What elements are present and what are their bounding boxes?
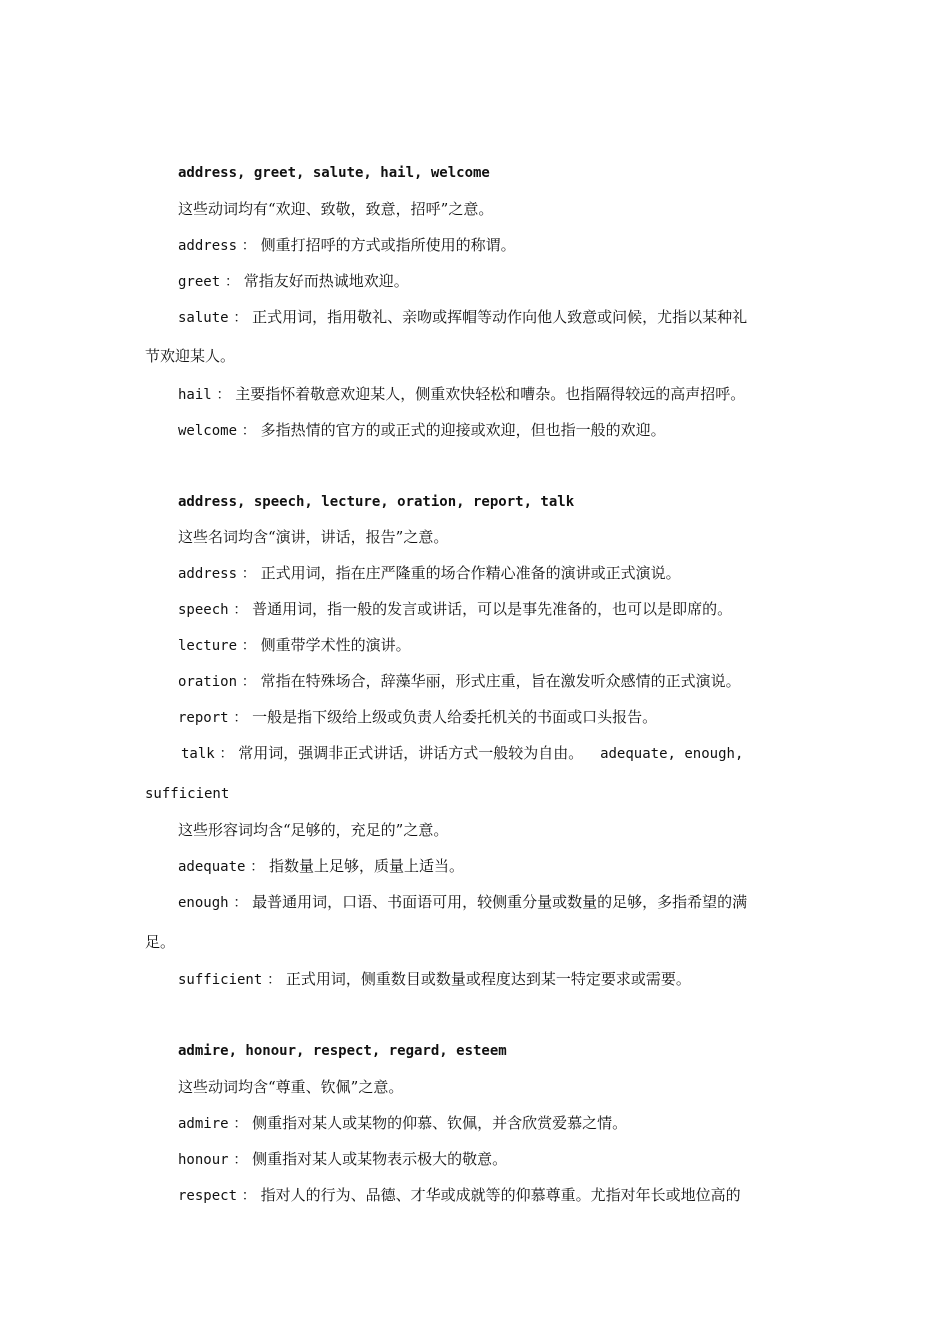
entry-separator: ： xyxy=(233,1152,248,1168)
section-intro: 这些动词均含“尊重、钦佩”之意。 xyxy=(178,1078,404,1096)
entry-definition: 侧重指对某人或某物的仰慕、钦佩，并含欣赏爱慕之情。 xyxy=(252,1114,628,1132)
entry-separator: ： xyxy=(219,746,234,762)
entry-definition: 最普通用词，口语、书面语可用，较侧重分量或数量的足够，多指希望的满 xyxy=(252,893,748,911)
entry-term: adequate xyxy=(178,859,246,875)
entry-line xyxy=(178,420,666,441)
inline-heading-fragment: adequate, enough, xyxy=(600,746,744,762)
entry-separator: ： xyxy=(216,387,231,403)
entry-separator: ： xyxy=(233,710,248,726)
entry-definition: 正式用词，指用敬礼、亲吻或挥帽等动作向他人致意或问候，尤指以某种礼 xyxy=(252,308,748,326)
entry-separator: ： xyxy=(233,1116,248,1132)
entry-definition: 常指友好而热诚地欢迎。 xyxy=(243,272,409,290)
entry-separator: ： xyxy=(250,859,265,875)
entry-separator: ： xyxy=(241,1188,256,1204)
entry-line xyxy=(178,235,516,256)
entry-line xyxy=(178,671,741,692)
entry-term: sufficient xyxy=(178,972,263,988)
entry-separator: ： xyxy=(241,566,256,582)
entry-line xyxy=(178,271,409,292)
entry-line xyxy=(178,707,657,728)
entry-line xyxy=(178,599,732,620)
entry-separator: ： xyxy=(241,674,256,690)
entry-definition: 正式用词，指在庄严隆重的场合作精心准备的演讲或正式演说。 xyxy=(260,564,681,582)
entry-definition: 普通用词，指一般的发言或讲话，可以是事先准备的，也可以是即席的。 xyxy=(252,600,733,618)
entry-definition: 多指热情的官方的或正式的迎接或欢迎，但也指一般的欢迎。 xyxy=(260,421,666,439)
section-heading: admire, honour, respect, regard, esteem xyxy=(178,1043,507,1059)
entry-definition: 正式用词，侧重数目或数量或程度达到某一特定要求或需要。 xyxy=(285,970,691,988)
entry-separator: ： xyxy=(241,423,256,439)
entry-line xyxy=(178,856,464,877)
entry-continuation: 节欢迎某人。 xyxy=(145,347,236,365)
entry-term: enough xyxy=(178,895,229,911)
entry-separator: ： xyxy=(233,602,248,618)
section-heading: address, speech, lecture, oration, report, talk xyxy=(178,494,575,510)
entry-continuation: sufficient xyxy=(145,786,230,802)
entry-definition: 指对人的行为、品德、才华或成就等的仰慕尊重。尤指对年长或地位高的 xyxy=(260,1186,741,1204)
entry-definition: 侧重打招呼的方式或指所使用的称谓。 xyxy=(260,236,516,254)
entry-term: address xyxy=(178,238,238,254)
entry-definition: 主要指怀着敬意欢迎某人，侧重欢快轻松和嘈杂。也指隔得较远的高声招呼。 xyxy=(235,385,746,403)
section-intro: 这些形容词均含“足够的，充足的”之意。 xyxy=(178,821,449,839)
section-heading: address, greet, salute, hail, welcome xyxy=(178,165,490,181)
section-intro: 这些名词均含“演讲，讲话，报告”之意。 xyxy=(178,528,449,546)
entry-term: greet xyxy=(178,274,221,290)
entry-term: speech xyxy=(178,602,229,618)
entry-term: report xyxy=(178,710,229,726)
entry-separator: ： xyxy=(224,274,239,290)
entry-separator: ： xyxy=(241,238,256,254)
entry-line xyxy=(178,635,411,656)
entry-definition: 常指在特殊场合，辞藻华丽，形式庄重，旨在激发听众感情的正式演说。 xyxy=(260,672,741,690)
entry-term: honour xyxy=(178,1152,229,1168)
entry-continuation: 足。 xyxy=(145,933,176,951)
entry-term: respect xyxy=(178,1188,238,1204)
entry-separator: ： xyxy=(241,638,256,654)
entry-line xyxy=(178,1113,627,1134)
entry-term: talk xyxy=(181,746,215,762)
entry-term: lecture xyxy=(178,638,238,654)
entry-line xyxy=(178,563,681,584)
entry-line xyxy=(178,384,745,405)
entry-line xyxy=(178,307,747,328)
entry-term: address xyxy=(178,566,238,582)
entry-term: salute xyxy=(178,310,229,326)
entry-separator: ： xyxy=(233,895,248,911)
entry-definition: 侧重指对某人或某物表示极大的敬意。 xyxy=(252,1150,508,1168)
entry-term: admire xyxy=(178,1116,229,1132)
entry-term: welcome xyxy=(178,423,238,439)
entry-term: oration xyxy=(178,674,238,690)
entry-definition: 一般是指下级给上级或负责人给委托机关的书面或口头报告。 xyxy=(252,708,658,726)
entry-definition: 指数量上足够，质量上适当。 xyxy=(269,857,465,875)
entry-line xyxy=(178,892,747,913)
entry-definition: 常用词，强调非正式讲话，讲话方式一般较为自由。 xyxy=(238,744,584,762)
entry-line xyxy=(178,1185,741,1206)
entry-term: hail xyxy=(178,387,212,403)
entry-definition: 侧重带学术性的演讲。 xyxy=(260,636,411,654)
entry-line xyxy=(178,1149,507,1170)
entry-line xyxy=(181,743,743,764)
section-intro: 这些动词均有“欢迎、致敬，致意，招呼”之意。 xyxy=(178,200,494,218)
entry-line xyxy=(178,969,691,990)
entry-separator: ： xyxy=(233,310,248,326)
entry-separator: ： xyxy=(267,972,282,988)
